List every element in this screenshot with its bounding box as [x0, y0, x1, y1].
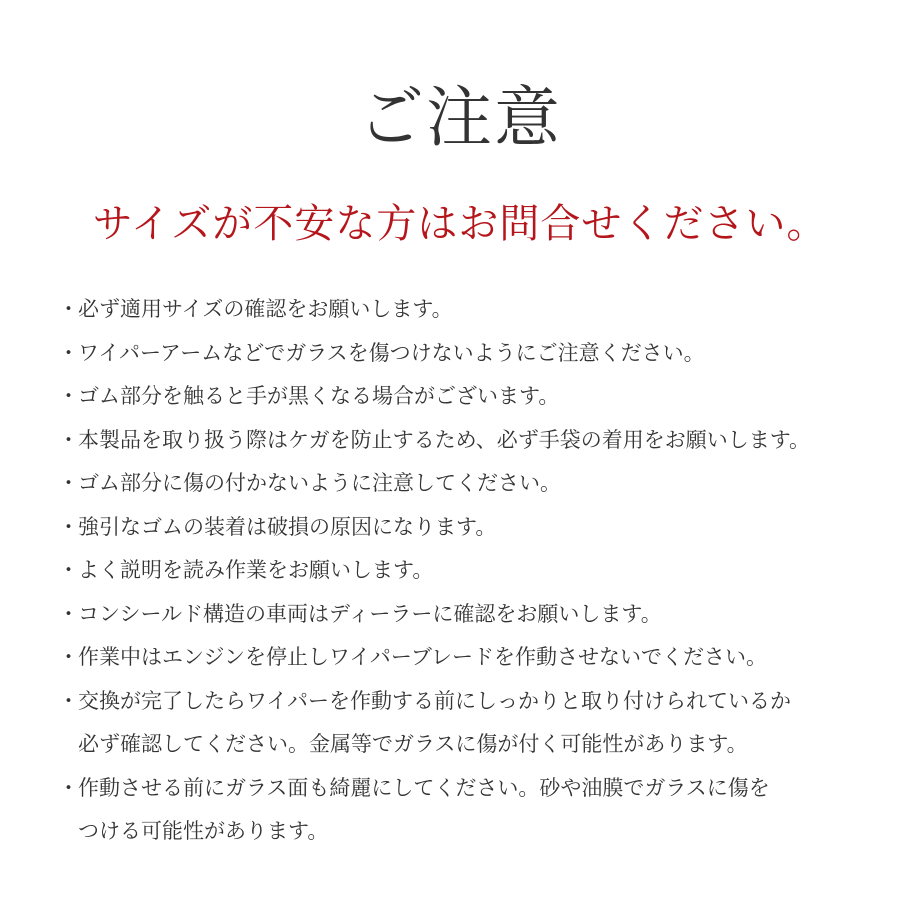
bullet-icon: ・ — [58, 384, 79, 408]
list-item — [58, 549, 878, 593]
bullet-icon: ・ — [58, 688, 79, 713]
list-item — [58, 375, 878, 419]
list-item-text: 交換が完了したらワイパーを作動する前にしっかりと取り付けられているか 必ず確認してください。金属等でガラスに傷が付く可能性があります。 — [78, 688, 791, 756]
list-item-text: 本製品を取り扱う際はケガを防止するため、必ず手袋の着用をお願いします。 — [78, 427, 811, 452]
list-item-text: 作動させる前にガラス面も綺麗にしてください。砂や油膜でガラスに傷を つける可能性があります。 — [78, 775, 770, 843]
list-item — [58, 462, 878, 506]
list-item-text: ワイパーアームなどでガラスを傷つけないようにご注意ください。 — [78, 340, 705, 365]
list-item — [58, 767, 878, 854]
bullet-icon: ・ — [58, 645, 79, 669]
list-item-text: 強引なゴムの装着は破損の原因になります。 — [78, 514, 497, 539]
list-item-text: 必ず適用サイズの確認をお願いします。 — [78, 297, 453, 321]
list-item-text: ゴム部分を触ると手が黒くなる場合がございます。 — [78, 384, 560, 408]
list-item — [58, 506, 878, 550]
bullet-icon: ・ — [58, 601, 79, 626]
list-item — [58, 680, 878, 767]
list-item-text: ゴム部分に傷の付かないように注意してください。 — [78, 471, 561, 495]
inquiry-notice: サイズが不安な方はお問合せください。 — [92, 201, 828, 247]
list-item — [58, 593, 878, 637]
bullet-icon: ・ — [58, 340, 79, 365]
list-item — [58, 288, 878, 332]
list-item — [58, 419, 878, 463]
list-item — [58, 332, 878, 376]
bullet-icon: ・ — [58, 297, 79, 321]
bullet-icon: ・ — [58, 427, 79, 452]
page-title: ご注意 — [358, 79, 562, 156]
list-item-text: よく説明を読み作業をお願いします。 — [78, 558, 434, 582]
bullet-icon: ・ — [58, 775, 79, 800]
bullet-icon: ・ — [58, 558, 79, 582]
list-item — [58, 636, 878, 680]
caution-list — [58, 288, 878, 854]
list-item-text: コンシールド構造の車両はディーラーに確認をお願いします。 — [78, 601, 662, 626]
list-item-text: 作業中はエンジンを停止しワイパーブレードを作動させないでください。 — [78, 645, 768, 669]
bullet-icon: ・ — [58, 471, 79, 495]
bullet-icon: ・ — [58, 514, 79, 539]
